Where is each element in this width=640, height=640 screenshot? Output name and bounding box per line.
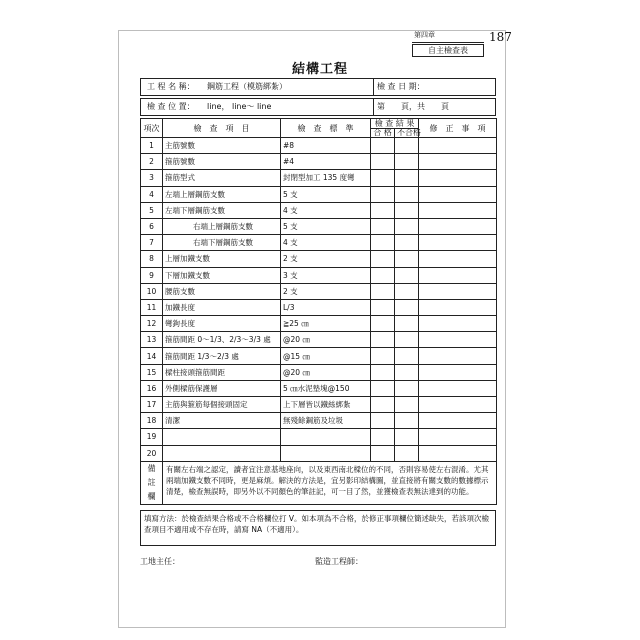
info-divider — [373, 79, 374, 95]
fix-cell[interactable] — [419, 283, 497, 299]
fail-cell[interactable] — [395, 186, 419, 202]
pass-cell[interactable] — [371, 413, 395, 429]
table-row — [141, 380, 497, 396]
fix-cell[interactable] — [419, 413, 497, 429]
check-item: 上層加鐵支數 — [163, 251, 281, 267]
fix-cell[interactable] — [419, 364, 497, 380]
check-item: 清潔 — [163, 413, 281, 429]
check-standard: 5 支 — [281, 186, 371, 202]
pass-cell[interactable] — [371, 445, 395, 461]
check-item: 主筋與箍筋每個接頭固定 — [163, 397, 281, 413]
remarks-text: 有關左右端之認定，讀者宜注意基地座向，以及東西南北樑位的不同，否則容易使左右混淆。尤其兩端加鐵支數不同時，更是麻煩。解決的方法是，宜另影印結構圖，並直接將有關支數的數據標示清楚，檢查無誤時，即另外以不同顏色的筆註記，可一目了然，並獲檢查表無法達到的功能。 — [163, 461, 497, 504]
check-standard: 5 ㎝水泥墊塊@150 — [281, 380, 371, 396]
check-item: 彎鉤長度 — [163, 316, 281, 332]
row-number: 10 — [141, 283, 163, 299]
pass-cell[interactable] — [371, 202, 395, 218]
fail-cell[interactable] — [395, 267, 419, 283]
check-item: 加鐵長度 — [163, 299, 281, 315]
page-number: 187 — [489, 30, 512, 44]
check-item: 樑柱接頭箍筋間距 — [163, 364, 281, 380]
check-standard: 4 支 — [281, 202, 371, 218]
check-item: 左端下層鋼筋支數 — [163, 202, 281, 218]
remarks-row — [141, 461, 497, 504]
table-row — [141, 218, 497, 234]
row-number: 12 — [141, 316, 163, 332]
table-row — [141, 348, 497, 364]
inspection-form — [140, 78, 496, 624]
chapter-label: 第四章 — [414, 31, 435, 39]
row-number: 3 — [141, 170, 163, 186]
col-header-standard: 檢 查 標 準 — [281, 119, 371, 138]
fix-cell[interactable] — [419, 186, 497, 202]
check-item — [163, 445, 281, 461]
check-standard: 封閉型加工 135 度彎 — [281, 170, 371, 186]
fill-instructions: 填寫方法：於檢查結果合格或不合格欄位打 V。如本項為不合格，於修正事項欄位簡述缺失，若該項次檢查項目不適用或不存在時，請寫 NA（不適用）。 — [140, 510, 496, 546]
col-header-no: 項次 — [141, 119, 163, 138]
fix-cell[interactable] — [419, 267, 497, 283]
row-number: 18 — [141, 413, 163, 429]
fail-cell[interactable] — [395, 397, 419, 413]
table-row — [141, 138, 497, 154]
col-header-fail: 不合格 — [395, 129, 419, 138]
row-number: 14 — [141, 348, 163, 364]
pass-cell[interactable] — [371, 332, 395, 348]
check-item: 腰筋支數 — [163, 283, 281, 299]
table-row — [141, 235, 497, 251]
check-standard — [281, 429, 371, 445]
table-row — [141, 332, 497, 348]
section-label: 自主檢查表 — [412, 44, 484, 57]
fail-cell[interactable] — [395, 235, 419, 251]
row-number: 15 — [141, 364, 163, 380]
pass-cell[interactable] — [371, 186, 395, 202]
fix-cell[interactable] — [419, 202, 497, 218]
row-number: 7 — [141, 235, 163, 251]
fail-cell[interactable] — [395, 380, 419, 396]
row-number: 1 — [141, 138, 163, 154]
fail-cell[interactable] — [395, 348, 419, 364]
form-title: 結構工程 — [291, 62, 348, 77]
location-label: 檢 查 位 置： — [147, 102, 195, 111]
pass-cell[interactable] — [371, 267, 395, 283]
check-item: 箍筋型式 — [163, 170, 281, 186]
check-standard: @20 ㎝ — [281, 364, 371, 380]
table-row — [141, 170, 497, 186]
col-header-item: 檢 查 項 目 — [163, 119, 281, 138]
table-row — [141, 202, 497, 218]
table-row — [141, 316, 497, 332]
row-number: 4 — [141, 186, 163, 202]
table-header-row — [141, 119, 497, 129]
fail-cell[interactable] — [395, 170, 419, 186]
fail-cell[interactable] — [395, 429, 419, 445]
supervisor-signature: 監造工程師： — [315, 557, 363, 566]
check-standard: @20 ㎝ — [281, 332, 371, 348]
pass-cell[interactable] — [371, 429, 395, 445]
col-header-pass: 合 格 — [371, 129, 395, 138]
running-header — [412, 31, 484, 55]
info-row-project — [140, 78, 496, 96]
pass-cell[interactable] — [371, 397, 395, 413]
fail-cell[interactable] — [395, 202, 419, 218]
pass-cell[interactable] — [371, 235, 395, 251]
info-divider — [373, 99, 374, 115]
check-standard: #8 — [281, 138, 371, 154]
fail-cell[interactable] — [395, 364, 419, 380]
check-standard: ≧25 ㎝ — [281, 316, 371, 332]
fail-cell[interactable] — [395, 218, 419, 234]
col-header-result: 檢 查 結 果 — [371, 119, 419, 129]
table-row — [141, 429, 497, 445]
fail-cell[interactable] — [395, 445, 419, 461]
check-item: 主筋號數 — [163, 138, 281, 154]
check-item: 外側樑筋保護層 — [163, 380, 281, 396]
fix-cell[interactable] — [419, 429, 497, 445]
project-label: 工 程 名 稱： — [147, 82, 195, 91]
pass-cell[interactable] — [371, 154, 395, 170]
fail-cell[interactable] — [395, 251, 419, 267]
pass-cell[interactable] — [371, 364, 395, 380]
pass-cell[interactable] — [371, 218, 395, 234]
col-header-fix: 修 正 事 項 — [419, 119, 497, 138]
fix-cell[interactable] — [419, 348, 497, 364]
location-value: line， line～ line — [207, 102, 272, 111]
check-standard: 無殘餘鋼筋及垃圾 — [281, 413, 371, 429]
check-standard: 5 支 — [281, 218, 371, 234]
check-item: 箍筋間距 0～1/3、2/3～3/3 處 — [163, 332, 281, 348]
check-standard: 上下層皆以鐵絲綁紮 — [281, 397, 371, 413]
fix-cell[interactable] — [419, 170, 497, 186]
pass-cell[interactable] — [371, 316, 395, 332]
fix-cell[interactable] — [419, 332, 497, 348]
fix-cell[interactable] — [419, 218, 497, 234]
table-row — [141, 299, 497, 315]
pass-cell[interactable] — [371, 380, 395, 396]
table-row — [141, 154, 497, 170]
fix-cell[interactable] — [419, 251, 497, 267]
row-number: 17 — [141, 397, 163, 413]
fail-cell[interactable] — [395, 299, 419, 315]
check-standard: @15 ㎝ — [281, 348, 371, 364]
fix-cell[interactable] — [419, 154, 497, 170]
fix-cell[interactable] — [419, 235, 497, 251]
pass-cell[interactable] — [371, 138, 395, 154]
fail-cell[interactable] — [395, 413, 419, 429]
check-standard: L/3 — [281, 299, 371, 315]
check-item: 箍筋號數 — [163, 154, 281, 170]
check-standard: 2 支 — [281, 251, 371, 267]
fix-cell[interactable] — [419, 445, 497, 461]
table-row — [141, 413, 497, 429]
fail-cell[interactable] — [395, 332, 419, 348]
check-item: 右端上層鋼筋支數 — [163, 218, 281, 234]
table-row — [141, 186, 497, 202]
pass-cell[interactable] — [371, 348, 395, 364]
check-item: 右端下層鋼筋支數 — [163, 235, 281, 251]
fail-cell[interactable] — [395, 283, 419, 299]
row-number: 8 — [141, 251, 163, 267]
fail-cell[interactable] — [395, 138, 419, 154]
row-number: 20 — [141, 445, 163, 461]
row-number: 2 — [141, 154, 163, 170]
row-number: 19 — [141, 429, 163, 445]
date-label: 檢 查 日 期： — [377, 82, 425, 91]
check-standard: 3 支 — [281, 267, 371, 283]
info-row-location — [140, 98, 496, 116]
remarks-label-text: 備註欄 — [147, 463, 156, 501]
check-standard: #4 — [281, 154, 371, 170]
check-item: 箍筋間距 1/3～2/3 處 — [163, 348, 281, 364]
check-standard — [281, 445, 371, 461]
page-count-label: 第 頁，共 頁 — [377, 102, 449, 111]
row-number: 9 — [141, 267, 163, 283]
row-number: 16 — [141, 380, 163, 396]
fail-cell[interactable] — [395, 154, 419, 170]
table-row — [141, 397, 497, 413]
check-item: 下層加鐵支數 — [163, 267, 281, 283]
table-row — [141, 251, 497, 267]
site-director-signature: 工地主任： — [140, 557, 180, 566]
remarks-label — [141, 461, 163, 504]
check-standard: 2 支 — [281, 283, 371, 299]
project-value: 鋼筋工程（模筋綁紮） — [207, 82, 287, 91]
table-row — [141, 267, 497, 283]
fix-cell[interactable] — [419, 316, 497, 332]
row-number: 11 — [141, 299, 163, 315]
table-row — [141, 445, 497, 461]
fix-cell[interactable] — [419, 299, 497, 315]
check-item: 左端上層鋼筋支數 — [163, 186, 281, 202]
fix-cell[interactable] — [419, 397, 497, 413]
pass-cell[interactable] — [371, 283, 395, 299]
header-rule — [412, 42, 484, 43]
row-number: 13 — [141, 332, 163, 348]
pass-cell[interactable] — [371, 170, 395, 186]
check-standard: 4 支 — [281, 235, 371, 251]
table-row — [141, 364, 497, 380]
pass-cell[interactable] — [371, 251, 395, 267]
fix-cell[interactable] — [419, 380, 497, 396]
fix-cell[interactable] — [419, 138, 497, 154]
fail-cell[interactable] — [395, 316, 419, 332]
table-row — [141, 283, 497, 299]
inspection-table — [140, 118, 497, 505]
row-number: 6 — [141, 218, 163, 234]
pass-cell[interactable] — [371, 299, 395, 315]
check-item — [163, 429, 281, 445]
row-number: 5 — [141, 202, 163, 218]
